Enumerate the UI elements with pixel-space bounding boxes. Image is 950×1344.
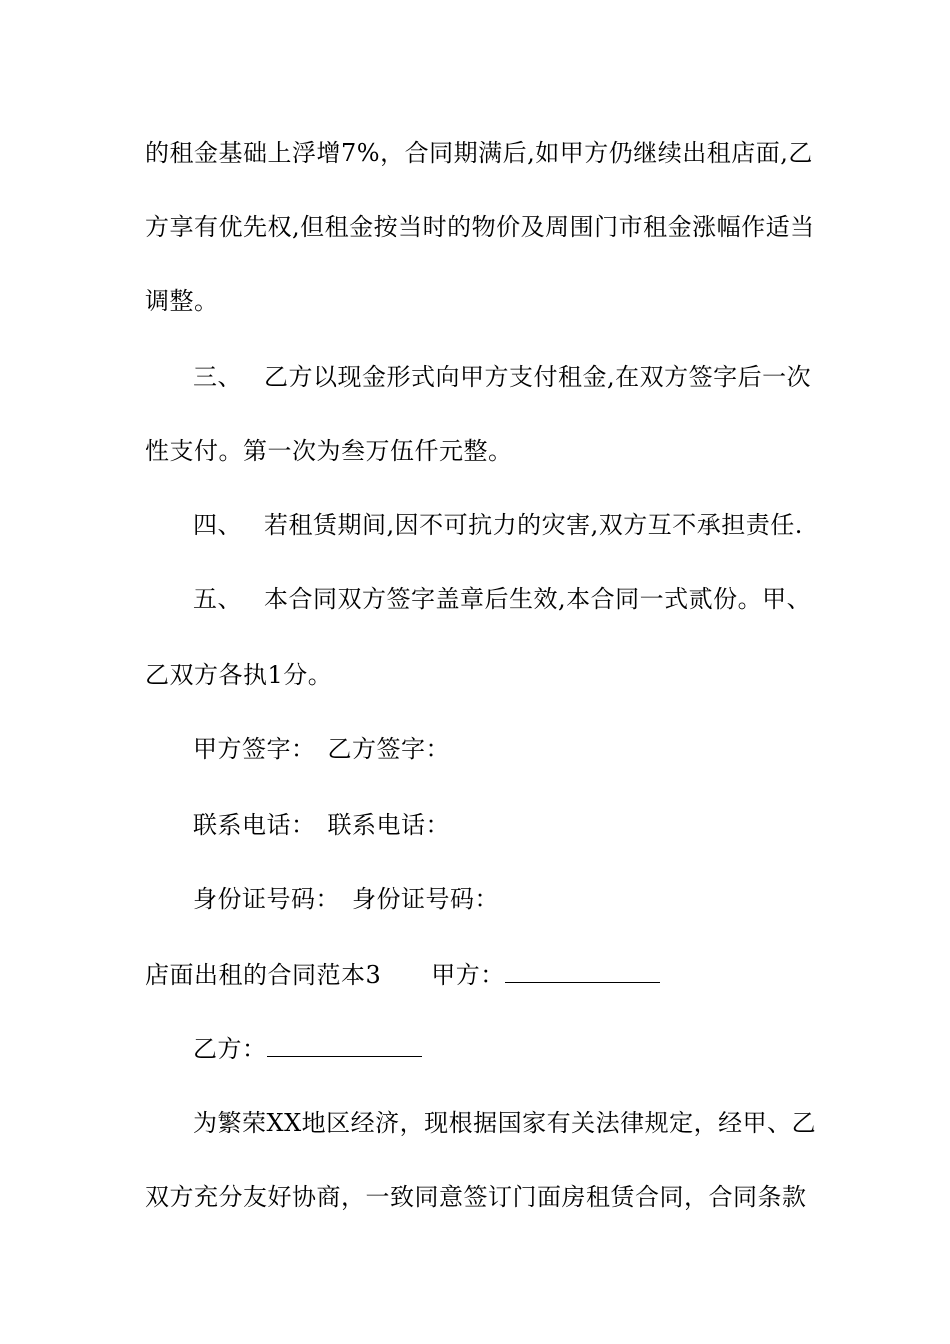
- clause-three-text: 乙方以现金形式向甲方支付租金,在双方签字后一次: [264, 363, 812, 391]
- clause-four-number: 四、: [193, 511, 242, 539]
- text-line-2: 方享有优先权,但租金按当时的物价及周围门市租金涨幅作适当: [145, 213, 815, 241]
- party-a-id-label: 身份证号码：: [193, 885, 340, 913]
- clause-three-number: 三、: [193, 363, 242, 391]
- text-line-5: 性支付。第一次为叁万伍仟元整。: [145, 437, 513, 465]
- sample3-party-a-label: 甲方：: [431, 961, 505, 989]
- sample3-heading-row: [145, 960, 660, 990]
- party-b-id-label: 身份证号码：: [352, 885, 499, 913]
- id-row: [193, 884, 499, 914]
- party-b-blank: [267, 1036, 422, 1057]
- sample3-party-b-label: 乙方：: [193, 1035, 267, 1063]
- sample3-heading: 店面出租的合同范本3: [145, 961, 382, 989]
- party-b-phone-label: 联系电话：: [327, 811, 450, 839]
- text-line-3: 调整。: [145, 287, 219, 315]
- text-line-1: 的租金基础上浮增7%，合同期满后,如甲方仍继续出租店面,乙: [145, 139, 813, 167]
- text-line-8: 乙双方各执1分。: [145, 661, 333, 689]
- phone-row: [193, 810, 450, 840]
- sample3-party-b-row: [193, 1034, 422, 1064]
- clause-four: [193, 510, 803, 540]
- clause-five-text: 本合同双方签字盖章后生效,本合同一式贰份。甲、: [264, 585, 812, 613]
- sample3-para-line-2: 双方充分友好协商，一致同意签订门面房租赁合同，合同条款: [145, 1183, 807, 1211]
- sample3-para-line-1: 为繁荣XX地区经济，现根据国家有关法律规定，经甲、乙: [193, 1109, 817, 1137]
- clause-three: [193, 362, 811, 392]
- clause-five: [193, 584, 811, 614]
- party-a-blank: [505, 962, 660, 983]
- party-a-signature-label: 甲方签字：: [193, 735, 316, 763]
- signature-row: [193, 734, 450, 764]
- party-a-phone-label: 联系电话：: [193, 811, 316, 839]
- party-b-signature-label: 乙方签字：: [327, 735, 450, 763]
- clause-five-number: 五、: [193, 585, 242, 613]
- clause-four-text: 若租赁期间,因不可抗力的灾害,双方互不承担责任.: [264, 511, 803, 539]
